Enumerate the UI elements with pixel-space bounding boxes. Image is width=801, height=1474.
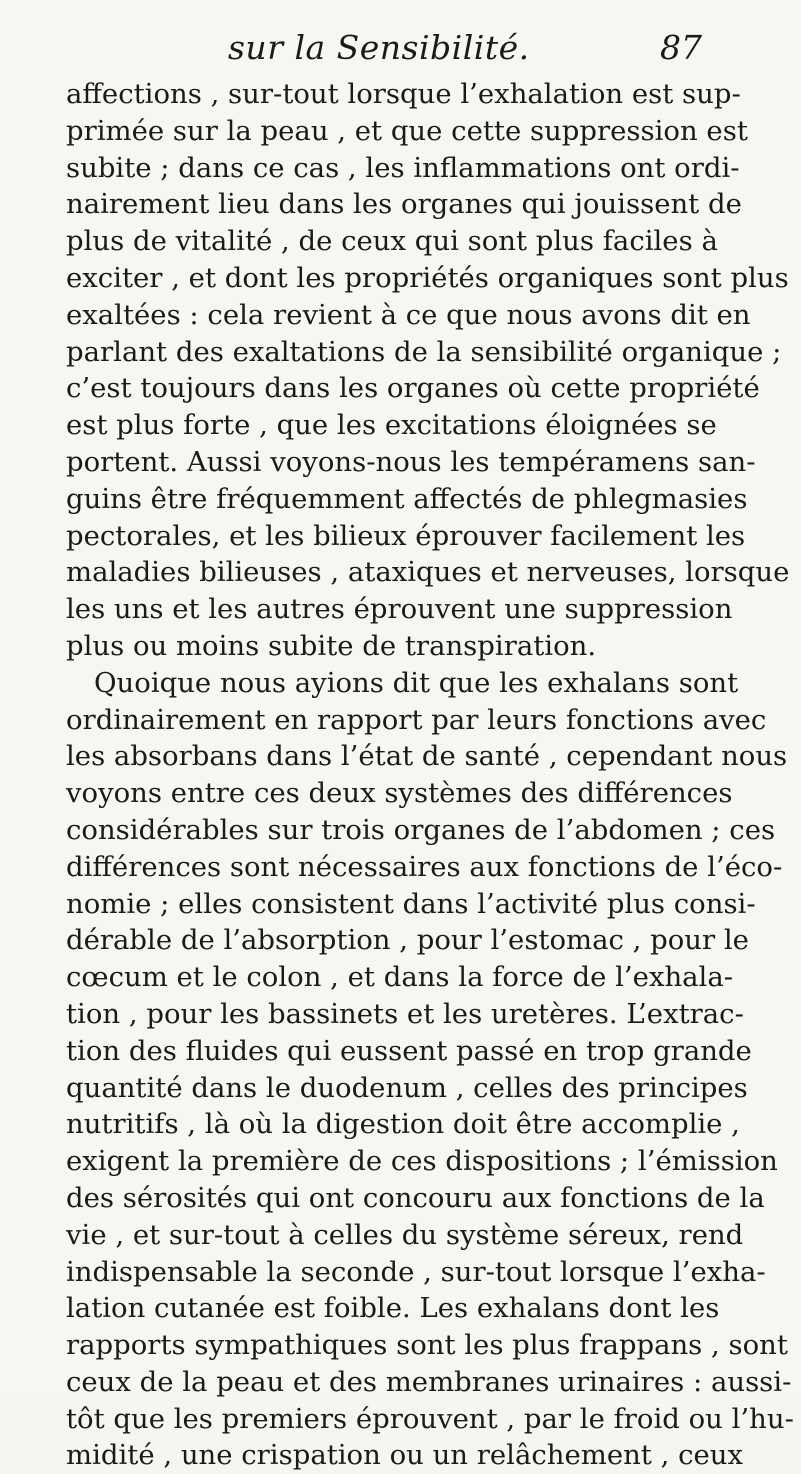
- text-line: vie , et sur-tout à celles du système séreux, rend: [66, 1218, 744, 1251]
- running-title: sur la Sensibilité.: [228, 28, 530, 67]
- text-line: ordinairement en rapport par leurs fonctions avec: [66, 703, 767, 736]
- text-line: exigent la première de ces dispositions ; l’émission: [66, 1145, 778, 1178]
- text-line: quantité dans le duodenum , celles des principes: [66, 1071, 748, 1104]
- body-text: [66, 76, 794, 1474]
- text-line: dérable de l’absorption , pour l’estomac , pour le: [66, 924, 749, 957]
- text-line: exaltées : cela revient à ce que nous avons dit en: [66, 298, 751, 331]
- text-line: plus de vitalité , de ceux qui sont plus faciles à: [66, 225, 718, 258]
- text-line: considérables sur trois organes de l’abdomen ; ces: [66, 813, 776, 846]
- text-line: lation cutanée est foible. Les exhalans dont les: [66, 1292, 720, 1325]
- text-line: exciter , et dont les propriétés organiques sont plus: [66, 261, 789, 294]
- text-line: pectorales, et les bilieux éprouver facilement les: [66, 519, 746, 552]
- paragraph-end-line: plus ou moins subite de transpiration.: [66, 629, 597, 662]
- text-line: les absorbans dans l’état de santé , cependant nous: [66, 740, 788, 773]
- text-line: des sérosités qui ont concouru aux fonctions de la: [66, 1181, 765, 1214]
- text-line: tôt que les premiers éprouvent , par le froid ou l’hu-: [66, 1402, 794, 1435]
- text-line: subite ; dans ce cas , les inflammations ont ordi-: [66, 151, 740, 184]
- text-line: tion , pour les bassinets et les uretères. L’extrac-: [66, 997, 744, 1030]
- text-line: nomie ; elles consistent dans l’activité plus consi-: [66, 887, 756, 920]
- text-line: parlant des exaltations de la sensibilité organique ;: [66, 335, 782, 368]
- text-line: guins être fréquemment affectés de phlegmasies: [66, 482, 748, 515]
- text-line: midité , une crispation ou un relâchement , ceux: [66, 1439, 743, 1472]
- text-line: tion des fluides qui eussent passé en trop grande: [66, 1034, 752, 1067]
- text-line: nutritifs , là où la digestion doit être accomplie ,: [66, 1108, 740, 1141]
- text-line: maladies bilieuses , ataxiques et nerveuses, lorsque: [66, 556, 790, 589]
- text-line: portent. Aussi voyons-nous les tempéramens san-: [66, 445, 756, 478]
- text-line: rapports sympathiques sont les plus frappans , sont: [66, 1329, 788, 1362]
- text-line: les uns et les autres éprouvent une suppression: [66, 593, 733, 626]
- text-line: ceux de la peau et des membranes urinaires : aussi-: [66, 1365, 792, 1398]
- text-line: nairement lieu dans les organes qui jouissent de: [66, 188, 742, 221]
- text-line: indispensable la seconde , sur-tout lorsque l’exha-: [66, 1255, 766, 1288]
- page-header: [0, 14, 801, 67]
- text-line: cœcum et le colon , et dans la force de l’exhala-: [66, 961, 734, 994]
- text-line: est plus forte , que les excitations éloignées se: [66, 409, 717, 442]
- text-line: différences sont nécessaires aux fonctions de l’éco-: [66, 850, 783, 883]
- text-line: affections , sur-tout lorsque l’exhalation est sup-: [66, 78, 741, 110]
- text-line: voyons entre ces deux systèmes des différences: [66, 777, 733, 810]
- paragraph-start-line: Quoique nous ayions dit que les exhalans sont: [94, 666, 739, 699]
- text-line: c’est toujours dans les organes où cette propriété: [66, 372, 760, 405]
- page-number: 87: [660, 28, 702, 67]
- text-line: primée sur la peau , et que cette suppression est: [66, 114, 748, 147]
